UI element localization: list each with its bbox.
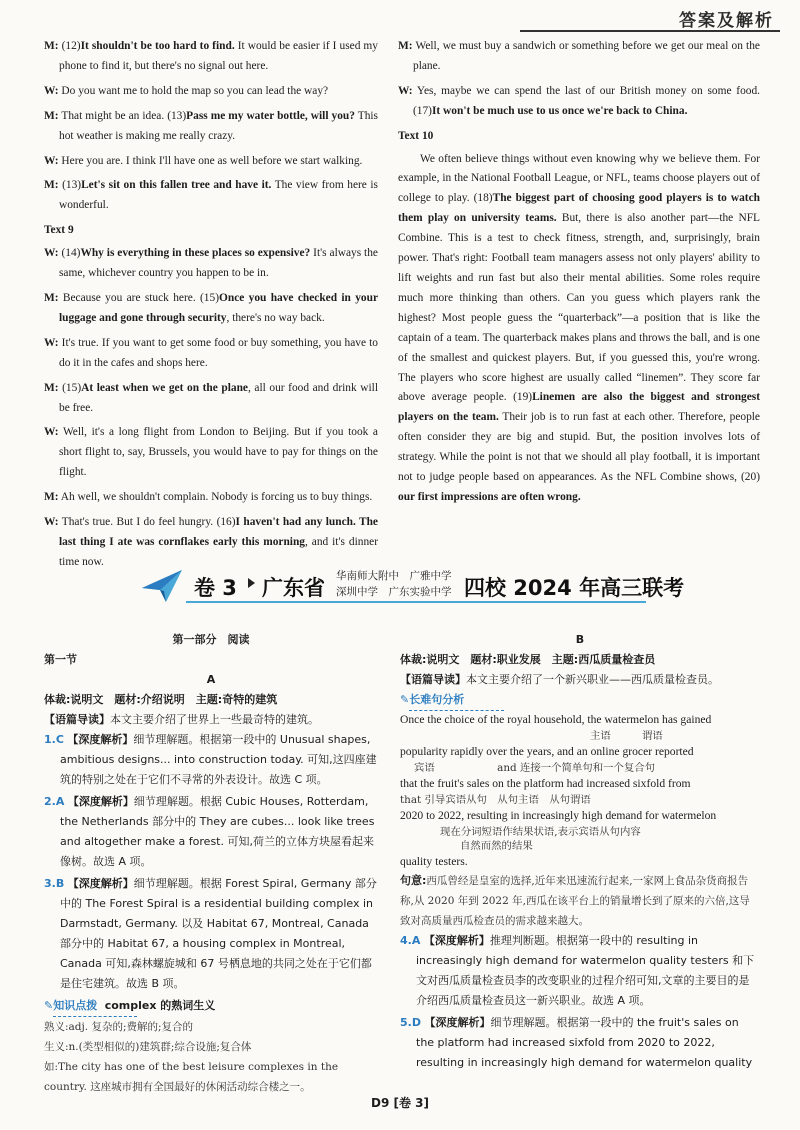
knowledge-line: 生义:n.(类型相似的)建筑群;综合设施;复合体 bbox=[44, 1041, 252, 1053]
dialog-line: W: It's true. If you want to get some food or buy something, you have to do it in the cafes and shops here. bbox=[44, 336, 378, 369]
sentence-annotation: 自然而然的结果 bbox=[460, 840, 533, 852]
dialog-line: M: (13)Let's sit on this fallen tree and have it. The view from here is wonderful. bbox=[44, 179, 378, 212]
text10-title: Text 10 bbox=[398, 129, 434, 142]
sentence-annotation: 主语 谓语 bbox=[590, 730, 663, 742]
paper-plane-icon bbox=[140, 568, 184, 604]
dialog-line: M: Ah well, we shouldn't complain. Nobody is forcing us to buy things. bbox=[44, 491, 373, 504]
knowledge-line: 熟义:adj. 复杂的;费解的;复合的 bbox=[44, 1021, 194, 1033]
passage-guide: 【语篇导读】本文主要介绍了一个新兴职业——西瓜质量检查员。 bbox=[400, 673, 719, 686]
knowledge-tip-label: 知识点拨 bbox=[53, 996, 137, 1017]
passage-meta: 体裁:说明文 题材:职业发展 主题:西瓜质量检查员 bbox=[400, 653, 656, 666]
hard-sentence-heading: ✎长难句分析 bbox=[400, 690, 760, 711]
answer-item: 3.B 【深度解析】细节理解题。根据 Forest Spiral, Germany 部分中的 The Forest Spiral is a residential building complex in Darmstadt, Germany. 以及 Habitat 67, Montreal, Canada 部分中的 Habitat 67, a housing complex in Montreal, Canada 可知,森林螺旋城和 67 号栖息地的共同之处在于它们都是住宅建筑。故选 B 项。 bbox=[44, 877, 377, 990]
answer-item: 5.D 【深度解析】细节理解题。根据第一段中的 the fruit's sales on the platform had increased sixfold from 2020 to 2022, resulting in increasingly high demand for watermelon quality bbox=[400, 1016, 753, 1069]
page-footer: D9 [卷 3] bbox=[371, 1096, 429, 1110]
passage-letter-b: B bbox=[575, 633, 585, 646]
dialog-line: W: Here you are. I think I'll have one as well before we start walking. bbox=[44, 154, 363, 167]
header-rule bbox=[520, 30, 780, 32]
passage-guide: 【语篇导读】本文主要介绍了世界上一些最奇特的建筑。 bbox=[44, 713, 319, 726]
sentence-line: Once the choice of the royal household, the watermelon has gained bbox=[400, 713, 712, 726]
banner-underline bbox=[186, 601, 646, 603]
dialog-line: W: That's true. But I do feel hungry. (16)I haven't had any lunch. The last thing I ate was cornflakes early this morning, and it's dinner time now. bbox=[44, 516, 378, 568]
dialog-line: M: That might be an idea. (13)Pass me my water bottle, will you? This hot weather is making me really crazy. bbox=[44, 109, 378, 142]
exam-banner bbox=[140, 564, 685, 612]
text10-passage: We often believe things without even knowing why we believe them. For example, in the National Football League, or NFL, teams choose players out of college to play. (18)The biggest part of choosing good players is to watch them play on university teams. But, there is also another part—the NFL Combine. This is a test to check fitness, strength, and, surprisingly, brain power. That's right: Football team managers assess not only players' ability to lift weights and run fast but also their mental abilities. Some roles require much more thinking than others. Can you guess which players rank the highest? Most people guess the “quarterback”—a position that is like the captain of a team. The quarterback makes plans and throws the ball, and is one of the smallest and quickest players. But, if you guessed this, you're wrong. The players who score highest are usually called “linemen”. They score far above average people. (19)Linemen are also the biggest and strongest players on the team. Their job is to run fast at each other. Therefore, people often consider they are big and stupid. But, the position involves lots of strategy. While the point is not that we should all play football, it is important not to judge people based on appearances. As the NFL Combine shows, (20) our first impressions are often wrong. bbox=[398, 152, 761, 503]
answers-left bbox=[44, 626, 378, 1097]
knowledge-tip bbox=[44, 996, 378, 1017]
banner-exam-title: 四校 2024 年高三联考 bbox=[464, 576, 685, 600]
dialog-line: M: Because you are stuck here. (15)Once you have checked in your luggage and gone through security, there's no way back. bbox=[44, 291, 379, 324]
dialog-line: W: Well, it's a long flight from London to Beijing. But if you took a short flight to, say, Brussels, you would have to pay for things on the flight. bbox=[44, 426, 378, 479]
dialog-line: W: (14)Why is everything in these places so expensive? It's always the same, whichever country you happen to be in. bbox=[44, 247, 378, 280]
banner-province: 广东省 bbox=[262, 576, 325, 600]
sentence-line: that the fruit's sales on the platform had increased sixfold from bbox=[400, 777, 691, 790]
dialog-line: W: Do you want me to hold the map so you can lead the way? bbox=[44, 84, 329, 97]
dialog-line: M: (15)At least when we get on the plane, all our food and drink will be free. bbox=[44, 381, 378, 414]
sentence-annotation: that 引导宾语从句 从句主语 从句谓语 bbox=[400, 794, 591, 806]
sentence-line: popularity rapidly over the years, and an online grocer reported bbox=[400, 745, 694, 758]
section-heading: 第一节 bbox=[44, 653, 77, 666]
sentence-translation: 句意:西瓜曾经是皇室的选择,近年来迅速流行起来,一家网上食品杂货商报告称,从 2020 年到 2022 年,西瓜在该平台上的销量增长到了原来的六倍,这导致对高质量西瓜检查员的需求越来越大。 bbox=[400, 874, 750, 927]
right-column bbox=[398, 37, 760, 508]
banner-volume: 卷 3 bbox=[194, 576, 237, 600]
dialog-line: M: Well, we must buy a sandwich or something before we get our meal on the plane. bbox=[398, 40, 760, 72]
answers-right bbox=[400, 626, 760, 1075]
pen-icon: ✎ bbox=[44, 999, 54, 1012]
banner-arrow-icon bbox=[248, 578, 255, 588]
text9-title: Text 9 bbox=[44, 224, 74, 237]
passage-letter-a: A bbox=[206, 673, 216, 686]
answer-item: 1.C 【深度解析】细节理解题。根据第一段中的 Unusual shapes, ambitious designs... into construction today. 可知,这四座建筑的特别之处在于它们不寻常的外表设计。故选 C 项。 bbox=[44, 733, 377, 786]
answer-item: 4.A 【深度解析】推理判断题。根据第一段中的 resulting in increasingly high demand for watermelon quality testers 和下文对西瓜质量检查员李的改变职业的过程介绍可知,文章的主要目的是介绍西瓜质量检查员这一新兴职业。故选 A 项。 bbox=[400, 934, 755, 1007]
page-header-title: 答案及解析 bbox=[679, 11, 774, 31]
sentence-line: quality testers. bbox=[400, 855, 468, 868]
dialog-line: W: Yes, maybe we can spend the last of our British money on some food. (17)It won't be much use to us once we're back to China. bbox=[398, 84, 760, 117]
sentence-annotation: 现在分词短语作结果状语,表示宾语从句内容 bbox=[440, 826, 641, 838]
part-heading: 第一部分 阅读 bbox=[172, 633, 250, 646]
banner-schools-top: 华南师大附中 广雅中学 bbox=[336, 570, 452, 582]
banner-schools-bottom: 深圳中学 广东实验中学 bbox=[336, 586, 452, 598]
sentence-line: 2020 to 2022, resulting in increasingly high demand for watermelon bbox=[400, 809, 717, 822]
knowledge-tip-title: complex 的熟词生义 bbox=[104, 999, 216, 1012]
answer-item: 2.A 【深度解析】细节理解题。根据 Cubic Houses, Rotterdam, the Netherlands 部分中的 They are cubes... look like trees and altogether make a forest. 可知,荷兰的立体方块屋看起来像树。故选 A 项。 bbox=[44, 795, 375, 868]
passage-meta: 体裁:说明文 题材:介绍说明 主题:奇特的建筑 bbox=[44, 693, 278, 706]
dialog-line: M: (12)It shouldn't be too hard to find. It would be easier if I used my phone to find it, but there's no signal out here. bbox=[44, 40, 378, 72]
sentence-annotation: 宾语 and 连接一个简单句和一个复合句 bbox=[414, 762, 656, 774]
left-column bbox=[44, 37, 378, 578]
pen-icon: ✎ bbox=[400, 693, 410, 706]
knowledge-line: 如:The city has one of the best leisure complexes in the country. 这座城市拥有全国最好的休闲活动综合楼之一。 bbox=[44, 1061, 339, 1093]
